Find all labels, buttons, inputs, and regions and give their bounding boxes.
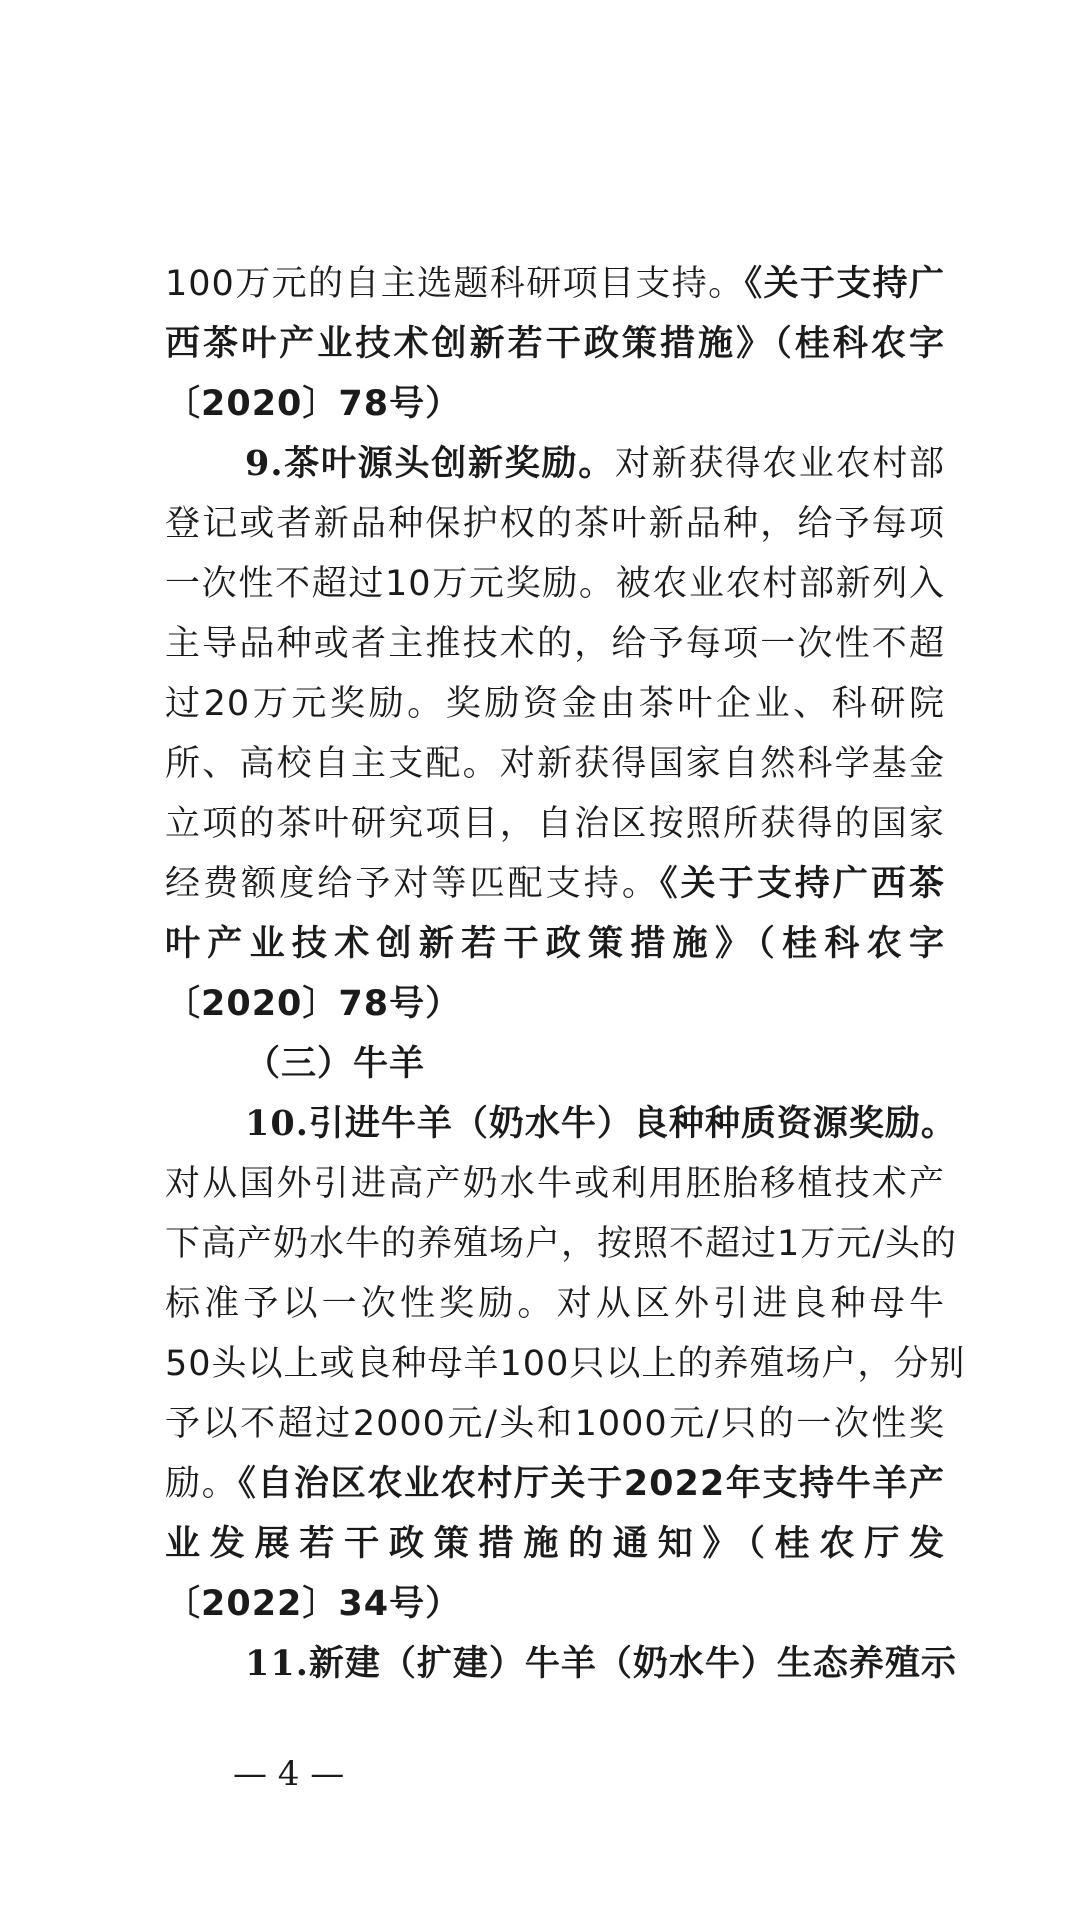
text-line	[165, 622, 945, 666]
text-line	[165, 682, 945, 726]
text-line	[165, 1402, 945, 1446]
page-number: — 4 —	[233, 1754, 345, 1794]
section-heading	[245, 1042, 425, 1086]
text-segment-bold: 《自治区农业农村厅关于2022年支持牛羊产	[238, 1464, 945, 1504]
text-segment-bold: 〔2020〕78号）	[165, 384, 462, 424]
text-line	[165, 262, 945, 306]
text-segment-bold: 〔2022〕34号）	[165, 1584, 462, 1624]
text-segment: 50头以上或良种母羊100只以上的养殖场户，分别	[165, 1344, 966, 1384]
text-segment-bold: 〔2020〕78号）	[165, 984, 462, 1024]
text-line	[165, 1102, 957, 1146]
text-segment-bold: 叶产业技术创新若干政策措施》（桂科农字	[165, 924, 945, 964]
text-line	[165, 1522, 945, 1566]
text-line	[165, 1162, 945, 1206]
text-line	[165, 802, 945, 846]
text-segment: 对新获得农业农村部	[615, 444, 945, 484]
text-line	[165, 982, 461, 1026]
text-segment: 过20万元奖励。奖励资金由茶叶企业、科研院	[165, 684, 945, 724]
text-line	[165, 1222, 958, 1266]
text-segment-bold: 《关于支持广西茶	[659, 864, 945, 904]
text-segment-bold: 《关于支持广	[744, 264, 945, 304]
text-line	[165, 742, 945, 786]
text-line	[165, 1642, 957, 1686]
text-segment: 立项的茶叶研究项目，自治区按照所获得的国家	[165, 804, 945, 844]
text-line	[165, 562, 945, 606]
item-heading: 10.引进牛羊（奶水牛）良种种质资源奖励。	[245, 1103, 957, 1144]
text-segment: 对从国外引进高产奶水牛或利用胚胎移植技术产	[165, 1164, 945, 1204]
item-heading: 9.茶叶源头创新奖励。	[245, 443, 616, 484]
item-heading: 11.新建（扩建）牛羊（奶水牛）生态养殖示	[245, 1643, 957, 1684]
text-segment: 励。	[165, 1464, 239, 1504]
section-heading-text: （三）牛羊	[245, 1044, 426, 1084]
text-segment-bold: 西茶叶产业技术创新若干政策措施》（桂科农字	[165, 324, 945, 364]
text-segment: 100万元的自主选题科研项目支持。	[165, 264, 745, 304]
text-line	[165, 922, 945, 966]
text-line	[165, 1582, 461, 1626]
text-segment: 予以不超过2000元/头和1000元/只的一次性奖	[165, 1404, 945, 1444]
text-line	[165, 1282, 945, 1326]
text-line	[165, 502, 945, 546]
text-segment-bold: 业发展若干政策措施的通知》（桂农厅发	[165, 1524, 945, 1564]
text-line	[165, 862, 945, 906]
text-segment: 主导品种或者主推技术的，给予每项一次性不超	[165, 624, 945, 664]
text-segment: 登记或者新品种保护权的茶叶新品种，给予每项	[165, 504, 945, 544]
text-segment: 标准予以一次性奖励。对从区外引进良种母牛	[165, 1284, 945, 1324]
text-line	[165, 1342, 966, 1386]
text-segment: 经费额度给予对等匹配支持。	[165, 864, 660, 904]
text-line	[165, 382, 461, 426]
text-line	[165, 442, 945, 486]
text-line	[165, 1462, 945, 1506]
text-segment: 下高产奶水牛的养殖场户，按照不超过1万元/头的	[165, 1224, 958, 1264]
text-segment: 所、高校自主支配。对新获得国家自然科学基金	[165, 744, 945, 784]
text-line	[165, 322, 945, 366]
text-segment: 一次性不超过10万元奖励。被农业农村部新列入	[165, 564, 945, 604]
